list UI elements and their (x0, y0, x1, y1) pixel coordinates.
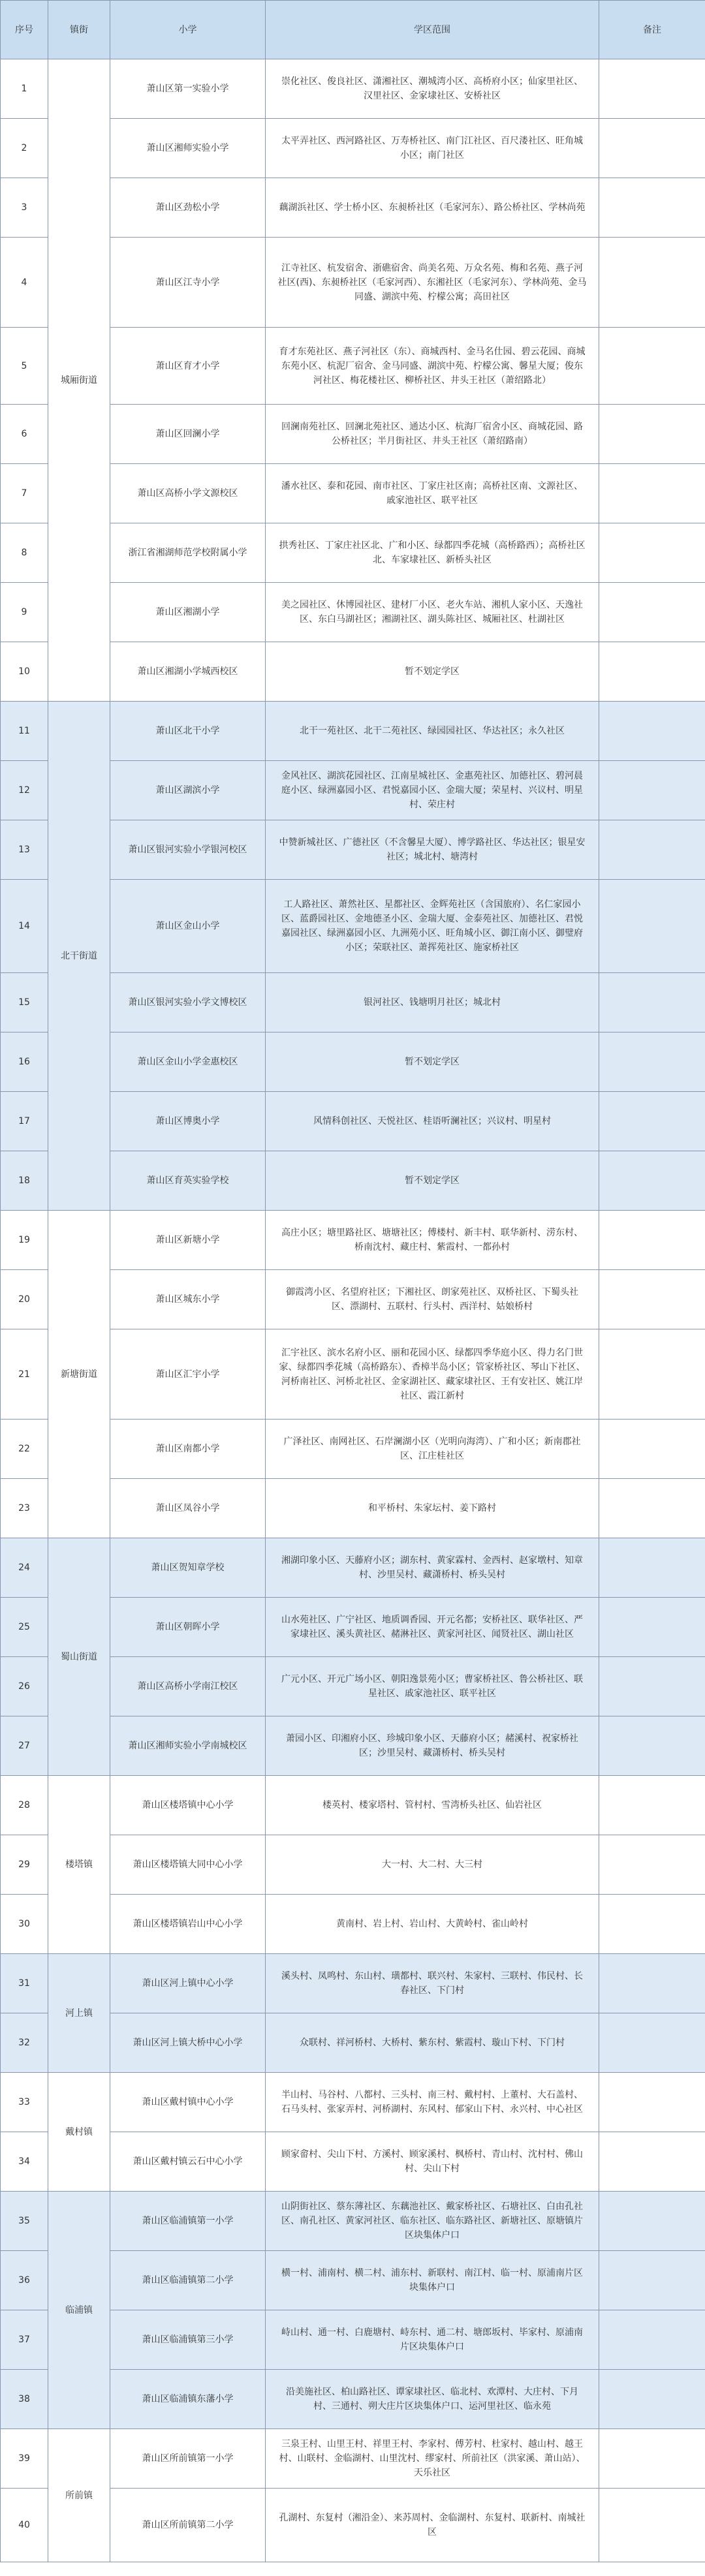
district-scope-cell: 回澜南苑社区、回澜北苑社区、通达小区、杭海厂宿舍小区、商城花园、路公桥社区；半月街社区、井头王社区（萧绍路南） (266, 405, 599, 464)
header-town: 镇街 (48, 1, 110, 59)
note-cell (599, 523, 705, 583)
district-scope-cell: 峙山村、通一村、白鹿塘村、峙东村、通二村、塘郎坂村、毕家村、原浦南片区块集体户口 (266, 2310, 599, 2370)
note-cell (599, 328, 705, 405)
note-cell (599, 178, 705, 238)
school-name-cell: 萧山区湘师实验小学 (110, 119, 266, 178)
district-scope-cell: 广元小区、开元广场小区、朝阳逸景苑小区；曹家桥社区、鲁公桥社区、联星社区、戚家池社区、联平社区 (266, 1657, 599, 1716)
town-cell: 北干街道 (48, 702, 110, 1211)
row-number-cell: 5 (1, 328, 48, 405)
school-name-cell: 萧山区朝晖小学 (110, 1598, 266, 1657)
note-cell (599, 1657, 705, 1716)
district-scope-cell: 溪头村、凤鸣村、东山村、璜都村、联兴村、朱家村、三联村、伟民村、长春社区、下门村 (266, 1954, 599, 2013)
header-row (1, 1, 705, 59)
row-number-cell: 11 (1, 702, 48, 761)
row-number-cell: 10 (1, 642, 48, 702)
note-cell (599, 1270, 705, 1329)
school-name-cell: 萧山区楼塔镇岩山中心小学 (110, 1895, 266, 1954)
header-note: 备注 (599, 1, 705, 59)
town-cell: 戴村镇 (48, 2073, 110, 2192)
school-name-cell: 萧山区湘师实验小学南城校区 (110, 1716, 266, 1776)
row-number-cell: 26 (1, 1657, 48, 1716)
town-cell: 城厢街道 (48, 59, 110, 702)
table-row (1, 2073, 705, 2132)
table-row (1, 59, 705, 119)
note-cell (599, 2310, 705, 2370)
note-cell (599, 1032, 705, 1092)
district-scope-cell: 银河社区、钱塘明月社区；城北村 (266, 973, 599, 1032)
table-row (1, 1538, 705, 1598)
school-name-cell: 萧山区回澜小学 (110, 405, 266, 464)
town-cell: 楼塔镇 (48, 1776, 110, 1954)
row-number-cell: 4 (1, 238, 48, 328)
school-name-cell: 萧山区所前镇第二小学 (110, 2489, 266, 2562)
town-cell: 所前镇 (48, 2429, 110, 2562)
school-name-cell: 萧山区博奥小学 (110, 1092, 266, 1151)
school-name-cell: 萧山区金山小学 (110, 880, 266, 973)
school-name-cell: 萧山区南都小学 (110, 1420, 266, 1479)
school-name-cell: 萧山区第一实验小学 (110, 59, 266, 119)
school-name-cell: 萧山区楼塔镇大同中心小学 (110, 1835, 266, 1895)
town-cell: 蜀山街道 (48, 1538, 110, 1776)
school-name-cell: 萧山区湘湖小学城西校区 (110, 642, 266, 702)
school-name-cell: 萧山区临浦镇东藩小学 (110, 2370, 266, 2429)
row-number-cell: 23 (1, 1479, 48, 1538)
district-scope-cell: 汇宇社区、滨水名府小区、丽和花园小区、绿都四季华庭小区、得力名门世家、绿都四季花城（高桥路东）、香樟半岛小区；管家桥社区、琴山下社区、河桥南社区、河桥北社区、金家湖社区、藏家埭社区、王有安社区、姚江岸社区、霞江新村 (266, 1329, 599, 1420)
school-name-cell: 萧山区戴村镇中心小学 (110, 2073, 266, 2132)
school-name-cell: 萧山区劲松小学 (110, 178, 266, 238)
note-cell (599, 1420, 705, 1479)
row-number-cell: 32 (1, 2013, 48, 2073)
note-cell (599, 2132, 705, 2192)
row-number-cell: 3 (1, 178, 48, 238)
note-cell (599, 761, 705, 820)
note-cell (599, 2429, 705, 2489)
district-scope-cell: 崇化社区、俊良社区、潇湘社区、潮城湾小区、高桥府小区；仙家里社区、汉里社区、金家埭社区、安桥社区 (266, 59, 599, 119)
district-scope-cell: 潘水社区、泰和花园、南市社区、丁家庄社区南；高桥社区南、文源社区、戚家池社区、联平社区 (266, 464, 599, 523)
school-name-cell: 萧山区汇宇小学 (110, 1329, 266, 1420)
town-cell: 河上镇 (48, 1954, 110, 2073)
table-body (1, 59, 705, 2562)
row-number-cell: 34 (1, 2132, 48, 2192)
district-scope-cell: 大一村、大二村、大三村 (266, 1835, 599, 1895)
school-name-cell: 萧山区育才小学 (110, 328, 266, 405)
row-number-cell: 7 (1, 464, 48, 523)
school-name-cell: 萧山区银河实验小学文博校区 (110, 973, 266, 1032)
school-name-cell: 萧山区城东小学 (110, 1270, 266, 1329)
row-number-cell: 19 (1, 1211, 48, 1270)
school-name-cell: 萧山区育英实验学校 (110, 1151, 266, 1211)
district-scope-cell: 北干一苑社区、北干二苑社区、绿园园社区、华达社区；永久社区 (266, 702, 599, 761)
district-scope-cell: 高庄小区；塘里路社区、塘塘社区；傅楼村、新丰村、联华新村、涝东村、桥南沈村、藏庄村、紫霞村、一都孙村 (266, 1211, 599, 1270)
note-cell (599, 642, 705, 702)
note-cell (599, 2370, 705, 2429)
note-cell (599, 2251, 705, 2310)
table-row (1, 2429, 705, 2489)
town-cell: 临浦镇 (48, 2192, 110, 2429)
note-cell (599, 59, 705, 119)
school-name-cell: 萧山区湖滨小学 (110, 761, 266, 820)
row-number-cell: 14 (1, 880, 48, 973)
school-name-cell: 萧山区北干小学 (110, 702, 266, 761)
district-scope-cell: 半山村、马谷村、八都村、三头村、南三村、戴村村、上董村、大石盖村、石马头村、张家弄村、河桥湖村、东风村、郁家山下村、永兴村、中心社区 (266, 2073, 599, 2132)
school-name-cell: 萧山区临浦镇第一小学 (110, 2192, 266, 2251)
district-scope-cell: 湘湖印象小区、天藤府小区；湖东村、黄家霖村、金西村、赵家墩村、知章村、沙里吴村、藏潇桥村、桥头吴村 (266, 1538, 599, 1598)
school-name-cell: 萧山区湘湖小学 (110, 583, 266, 642)
district-scope-cell: 广泽社区、南网社区、石岸澜湖小区（光明向海湾）、广和小区；新南郡社区、江庄桂社区 (266, 1420, 599, 1479)
school-name-cell: 萧山区新塘小学 (110, 1211, 266, 1270)
row-number-cell: 36 (1, 2251, 48, 2310)
school-name-cell: 萧山区河上镇大桥中心小学 (110, 2013, 266, 2073)
row-number-cell: 13 (1, 820, 48, 880)
note-cell (599, 880, 705, 973)
note-cell (599, 1835, 705, 1895)
row-number-cell: 31 (1, 1954, 48, 2013)
note-cell (599, 1479, 705, 1538)
district-scope-cell: 和平桥村、朱家坛村、姜下路村 (266, 1479, 599, 1538)
row-number-cell: 1 (1, 59, 48, 119)
district-scope-cell: 暂不划定学区 (266, 1151, 599, 1211)
district-scope-cell: 众联村、祥河桥村、大桥村、紫东村、紫霞村、璇山下村、下门村 (266, 2013, 599, 2073)
school-name-cell: 萧山区临浦镇第二小学 (110, 2251, 266, 2310)
row-number-cell: 18 (1, 1151, 48, 1211)
school-name-cell: 萧山区楼塔镇中心小学 (110, 1776, 266, 1835)
row-number-cell: 8 (1, 523, 48, 583)
note-cell (599, 1716, 705, 1776)
row-number-cell: 9 (1, 583, 48, 642)
note-cell (599, 1211, 705, 1270)
district-scope-cell: 顾家畲村、尖山下村、方溪村、顾家溪村、枫桥村、青山村、沈村村、佛山村、尖山下村 (266, 2132, 599, 2192)
row-number-cell: 15 (1, 973, 48, 1032)
school-name-cell: 萧山区金山小学金惠校区 (110, 1032, 266, 1092)
note-cell (599, 583, 705, 642)
row-number-cell: 16 (1, 1032, 48, 1092)
district-scope-cell: 太平弄社区、西河路社区、万寿桥社区、南门江社区、百尺溇社区、旺角城小区；南门社区 (266, 119, 599, 178)
note-cell (599, 1954, 705, 2013)
row-number-cell: 20 (1, 1270, 48, 1329)
district-scope-cell: 山阴街社区、蔡东薄社区、东藕池社区、戴家桥社区、石塘社区、白由孔社区、南孔社区、黄家河社区、临东社区、临东路社区、新塘社区、原塘镇片区块集体户口 (266, 2192, 599, 2251)
district-scope-cell: 沿美施社区、柏山路社区、谭家埭社区、临北村、欢潭村、大庄村、下月村、三通村、朔大庄片区块集体户口、运河里社区、临永苑 (266, 2370, 599, 2429)
district-scope-cell: 黄南村、岩上村、岩山村、大黄岭村、雀山岭村 (266, 1895, 599, 1954)
header-school: 小学 (110, 1, 266, 59)
row-number-cell: 38 (1, 2370, 48, 2429)
district-scope-cell: 工人路社区、萧然社区、星都社区、金辉苑社区（含国旅府）、名仁家园小区、蓝爵园社区、金地德圣小区、金瑞大厦、金泰苑社区、加德社区、君悦嘉园社区、绿洲嘉园小区、九洲苑小区、旺角城小区、御江南小区、御璧府小区；荣联社区、萧挥苑社区、施家桥社区 (266, 880, 599, 973)
note-cell (599, 119, 705, 178)
town-cell: 新塘街道 (48, 1211, 110, 1538)
school-name-cell: 萧山区贺知章学校 (110, 1538, 266, 1598)
row-number-cell: 17 (1, 1092, 48, 1151)
note-cell (599, 1151, 705, 1211)
school-name-cell: 萧山区高桥小学文源校区 (110, 464, 266, 523)
note-cell (599, 1895, 705, 1954)
district-scope-cell: 育才东苑社区、燕子河社区（东）、商城西村、金马名仕园、碧云花园、商城东苑小区、杭泥厂宿舍、金马同盛、湖滨中苑、柠檬公寓、馨星大厦；俊东河社区、梅花楼社区、柳桥社区、井头王社区（萧绍路北） (266, 328, 599, 405)
district-scope-cell: 横一村、浦南村、横二村、浦东村、新联村、南江村、临一村、原浦南片区块集体户口 (266, 2251, 599, 2310)
school-name-cell: 萧山区凤谷小学 (110, 1479, 266, 1538)
row-number-cell: 33 (1, 2073, 48, 2132)
note-cell (599, 1776, 705, 1835)
school-name-cell: 萧山区江寺小学 (110, 238, 266, 328)
row-number-cell: 6 (1, 405, 48, 464)
note-cell (599, 973, 705, 1032)
district-scope-cell: 中赞新城社区、广德社区（不含馨星大厦）、博学路社区、华达社区；银星安社区；城北村、塘湾村 (266, 820, 599, 880)
row-number-cell: 30 (1, 1895, 48, 1954)
district-scope-cell: 江寺社区、杭发宿舍、浙礁宿舍、尚美名苑、万众名苑、梅和名苑、燕子河社区(西)、东昶桥社区（毛家河西）、东湘社区（毛家河东）、学林尚苑、金马同盛、湖滨中苑、柠檬公寓；高田社区 (266, 238, 599, 328)
note-cell (599, 702, 705, 761)
header-number: 序号 (1, 1, 48, 59)
school-name-cell: 萧山区高桥小学南江校区 (110, 1657, 266, 1716)
row-number-cell: 22 (1, 1420, 48, 1479)
row-number-cell: 27 (1, 1716, 48, 1776)
row-number-cell: 24 (1, 1538, 48, 1598)
row-number-cell: 25 (1, 1598, 48, 1657)
school-name-cell: 萧山区河上镇中心小学 (110, 1954, 266, 2013)
school-name-cell: 萧山区戴村镇云石中心小学 (110, 2132, 266, 2192)
table-row (1, 1954, 705, 2013)
table-row (1, 702, 705, 761)
header-district-scope: 学区范围 (266, 1, 599, 59)
row-number-cell: 40 (1, 2489, 48, 2562)
table-row (1, 1211, 705, 1270)
district-scope-cell: 暂不划定学区 (266, 642, 599, 702)
note-cell (599, 2073, 705, 2132)
district-scope-cell: 风情科创社区、天悦社区、桂语听澜社区；兴议村、明星村 (266, 1092, 599, 1151)
school-name-cell: 萧山区银河实验小学银河校区 (110, 820, 266, 880)
note-cell (599, 1092, 705, 1151)
district-scope-cell: 孔湖村、东复村（湘沿金）、来苏周村、金临湖村、东复村、联新村、南城社区 (266, 2489, 599, 2562)
district-scope-cell: 三泉王村、山里王村、祥里王村、李家村、傅芳村、杜家村、越山村、越王村、山联村、金临湖村、山里沈村、缪家村、所前社区（洪家溪、萧山站）、天乐社区 (266, 2429, 599, 2489)
school-name-cell: 萧山区临浦镇第三小学 (110, 2310, 266, 2370)
note-cell (599, 1598, 705, 1657)
row-number-cell: 28 (1, 1776, 48, 1835)
school-name-cell: 浙江省湘湖师范学校附属小学 (110, 523, 266, 583)
district-scope-cell: 拱秀社区、丁家庄社区北、广和小区、绿都四季花城（高桥路西）；高桥社区北、车家埭社区、新桥头社区 (266, 523, 599, 583)
district-scope-cell: 藕湖浜社区、学士桥小区、东昶桥社区（毛家河东）、路公桥社区、学林尚苑 (266, 178, 599, 238)
district-scope-cell: 楼英村、楼家塔村、管村村、雪湾桥头社区、仙岩社区 (266, 1776, 599, 1835)
row-number-cell: 21 (1, 1329, 48, 1420)
row-number-cell: 29 (1, 1835, 48, 1895)
note-cell (599, 2013, 705, 2073)
note-cell (599, 2489, 705, 2562)
table-row (1, 2192, 705, 2251)
district-scope-cell: 山水苑社区、广宁社区、地质调香园、开元名都；安桥社区、联华社区、严家埭社区、溪头黄社区、赭淋社区、黄家河社区、闻贤社区、湖山社区 (266, 1598, 599, 1657)
district-scope-cell: 金风社区、湖滨花园社区、江南星城社区、金惠苑社区、加德社区、碧河晨庭小区、绿洲嘉园小区、君悦嘉园小区、金瑞大厦；荣星村、兴议村、明星村、荣庄村 (266, 761, 599, 820)
row-number-cell: 2 (1, 119, 48, 178)
note-cell (599, 2192, 705, 2251)
district-scope-cell: 萧园小区、印湘府小区、珍城印象小区、天藤府小区；赭溪村、祝家桥社区；沙里吴村、藏潇桥村、桥头吴村 (266, 1716, 599, 1776)
table-row (1, 1776, 705, 1835)
district-scope-cell: 暂不划定学区 (266, 1032, 599, 1092)
school-name-cell: 萧山区所前镇第一小学 (110, 2429, 266, 2489)
row-number-cell: 35 (1, 2192, 48, 2251)
row-number-cell: 12 (1, 761, 48, 820)
note-cell (599, 238, 705, 328)
table-header (1, 1, 705, 59)
note-cell (599, 1538, 705, 1598)
row-number-cell: 37 (1, 2310, 48, 2370)
district-scope-cell: 御霞湾小区、名望府社区；下湘社区、朗家苑社区、双桥社区、下蜀头社区、漂湖村、五联村、行头村、西洋村、姑娘桥村 (266, 1270, 599, 1329)
note-cell (599, 1329, 705, 1420)
row-number-cell: 39 (1, 2429, 48, 2489)
note-cell (599, 405, 705, 464)
note-cell (599, 464, 705, 523)
note-cell (599, 820, 705, 880)
district-scope-cell: 美之园社区、休博园社区、建材厂小区、老火车站、湘机人家小区、天逸社区、东白马湖社区；湘湖社区、湖头陈社区、城厢社区、杜湖社区 (266, 583, 599, 642)
